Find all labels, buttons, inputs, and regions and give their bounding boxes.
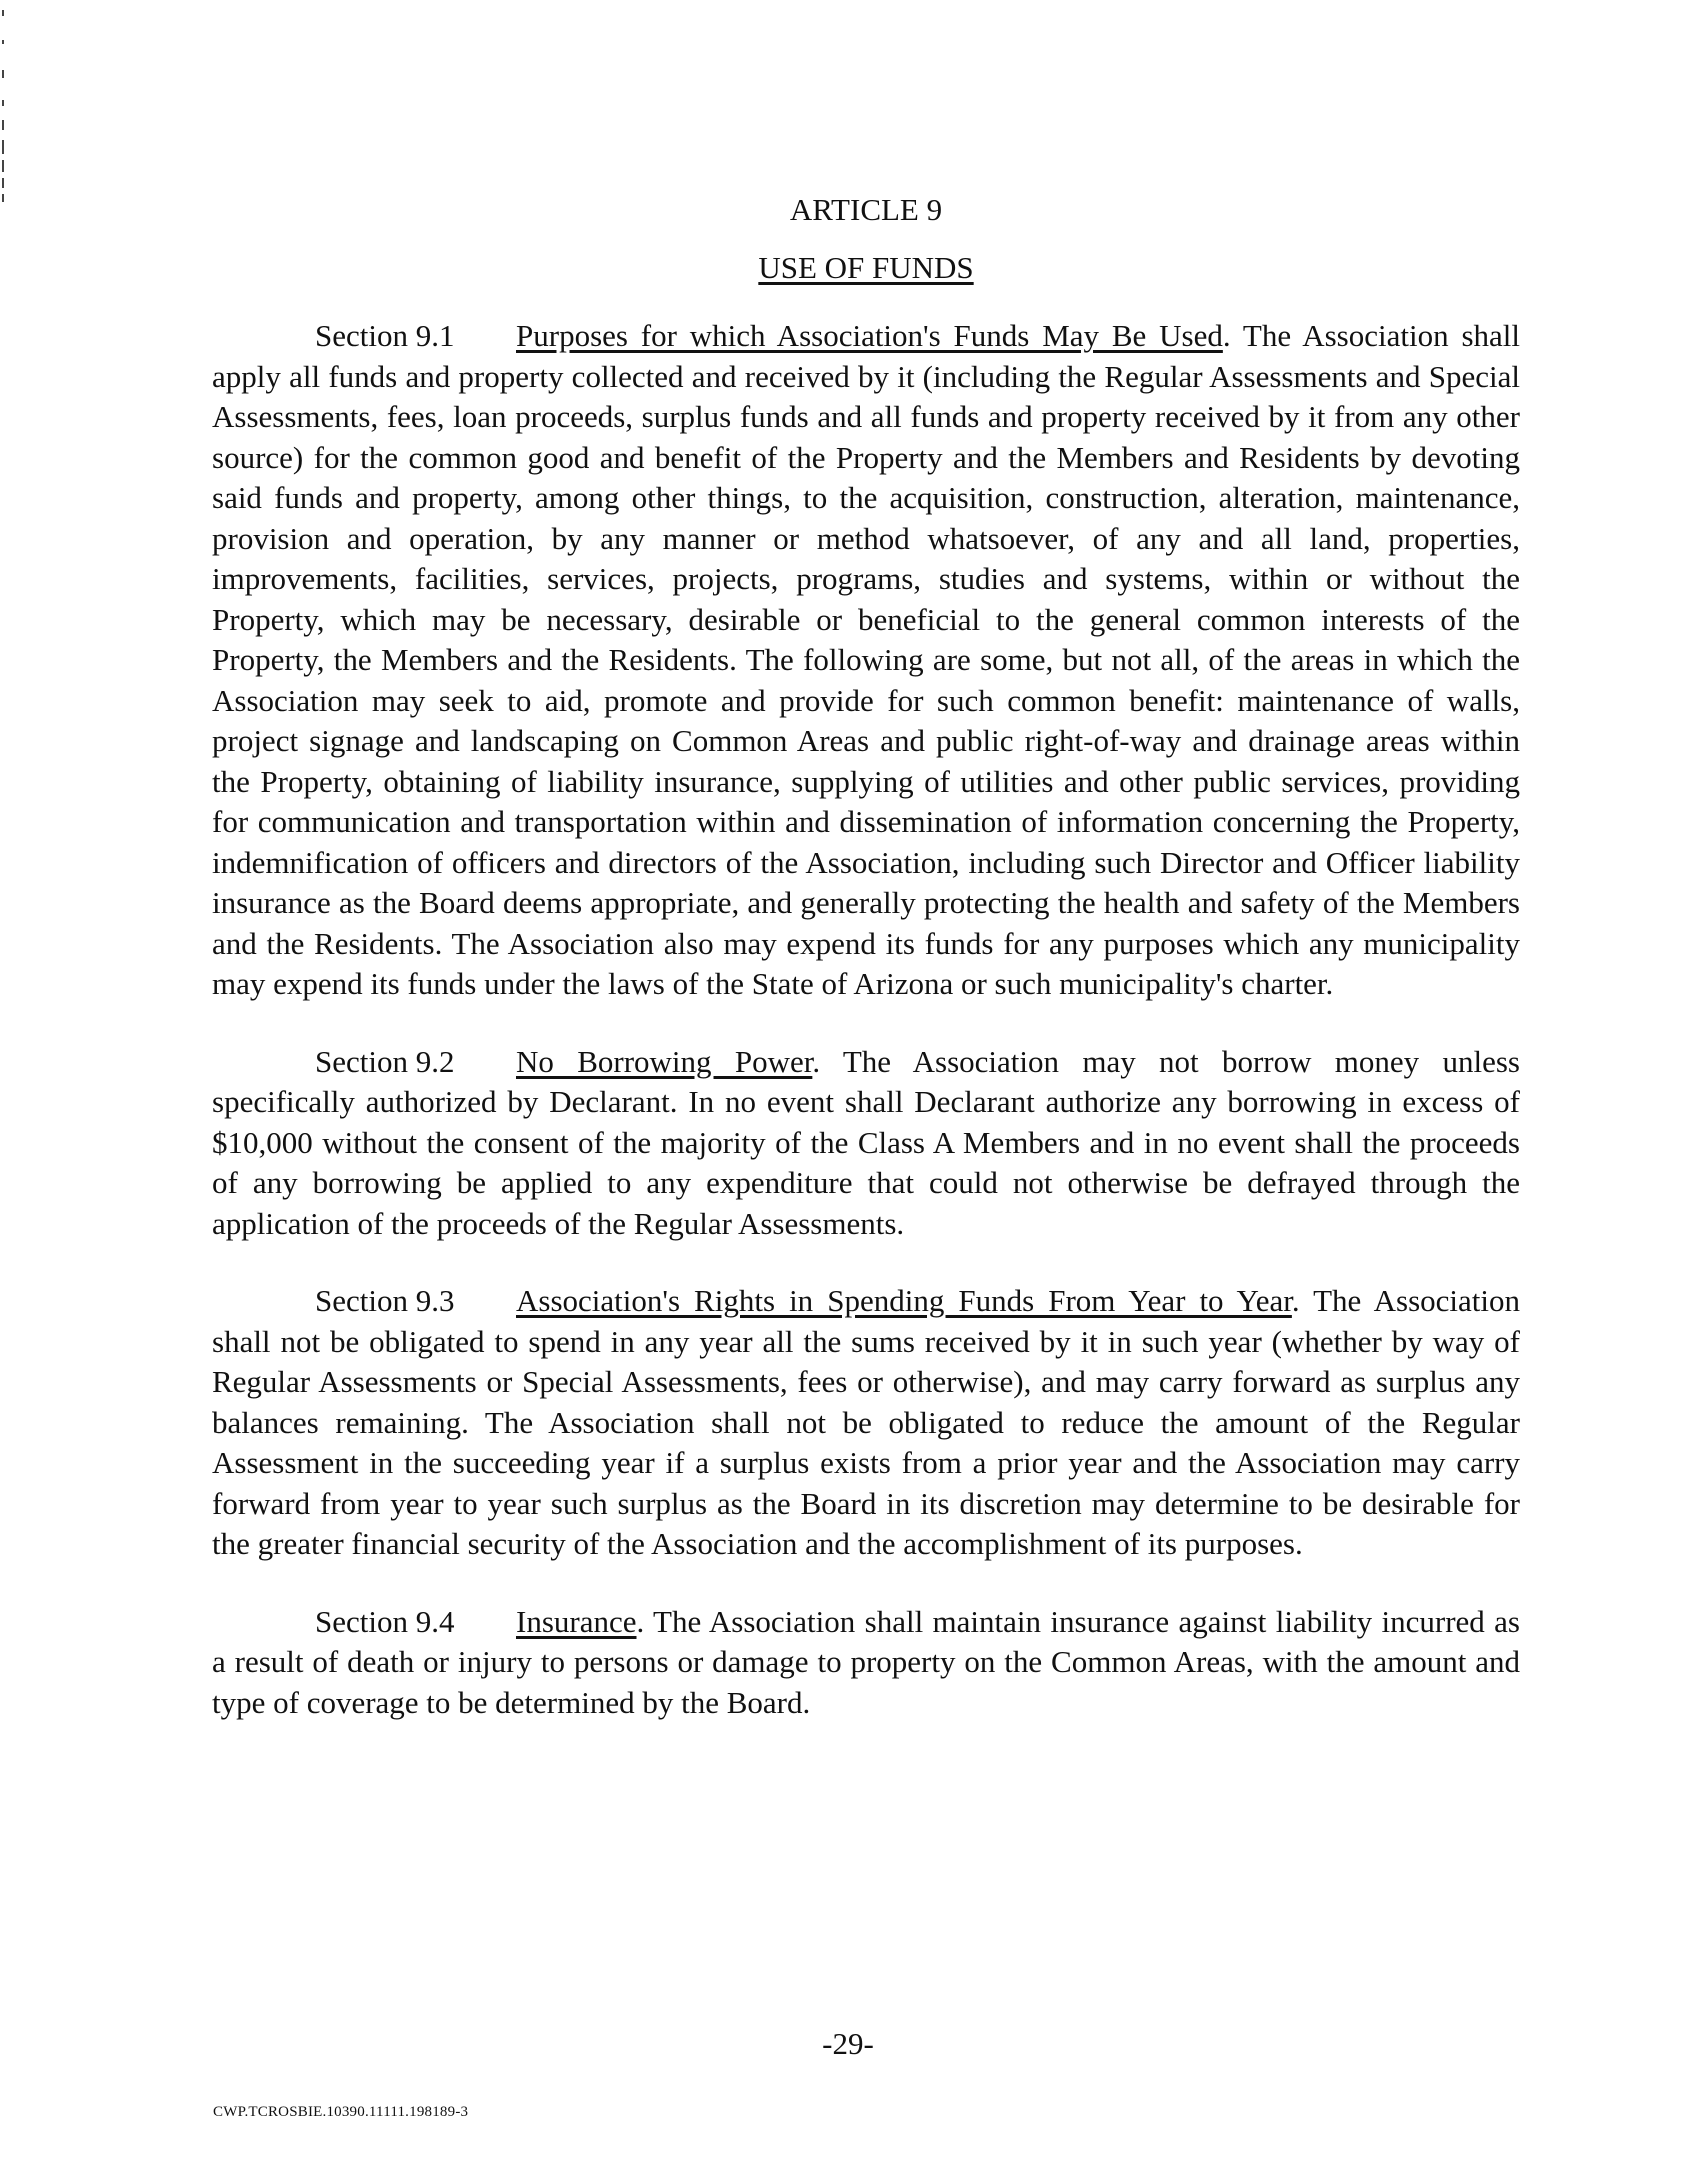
section-body: . The Association shall apply all funds and property collected and received by it (including the Regular Assessments and Special Assessments, fees, loan proceeds, surplus funds and all funds and property received by it from any other source) for the common good and benefit of the Property and the Members and Residents by devoting said funds and property, among other things, to the acquisition, construction, alteration, maintenance, provision and operation, by any manner or method whatsoever, of any and all land, properties, improvements, facilities, services, projects, programs, studies and systems, within or without the Property, which may be necessary, desirable or beneficial to the general common interests of the Property, the Members and the Residents. The following are some, but not all, of the areas in which the Association may seek to aid, promote and provide for such common benefit: maintenance of walls, project signage and landscaping on Common Areas and public right-of-way and drainage areas within the Property, obtaining of liability insurance, supplying of utilities and other public services, providing for communication and transportation within and dissemination of information concerning the Property, indemnification of officers and directors of the Association, including such Director and Officer liability insurance as the Board deems appropriate, and generally protecting the health and safety of the Members and the Residents. The Association also may expend its funds for any purposes which any municipality may expend its funds under the laws of the State of Arizona or such municipality's charter.	[212, 318, 1520, 1001]
section-9-1	[212, 316, 1520, 1005]
article-heading: ARTICLE 9	[789, 192, 943, 227]
article-title: USE OF FUNDS	[758, 250, 974, 285]
section-heading: Purposes for which Association's Funds May Be Used	[516, 318, 1223, 353]
section-body: . The Association shall maintain insurance against liability incurred as a result of death or injury to persons or damage to property on the Common Areas, with the amount and type of coverage to be determined by the Board.	[212, 1603, 1520, 1720]
section-number: Section 9.3	[315, 1283, 455, 1318]
section-heading: No Borrowing Power	[516, 1043, 813, 1079]
scan-edge-artifact	[0, 0, 6, 2176]
section-body: . The Association may not borrow money unless specifically authorized by Declarant. In no event shall Declarant authorize any borrowing in excess of $10,000 without the consent of the majority of the Class A Members and in no event shall the proceeds of any borrowing be applied to any expenditure that could not otherwise be defrayed through the application of the proceeds of the Regular Assessments.	[212, 1043, 1520, 1241]
section-9-4	[212, 1602, 1520, 1724]
document-page	[212, 190, 1520, 1760]
page-number: -29-	[822, 2026, 874, 2061]
section-number: Section 9.4	[315, 1603, 455, 1639]
section-heading: Association's Rights in Spending Funds From Year to Year	[516, 1283, 1292, 1318]
section-9-2	[212, 1042, 1520, 1245]
section-body: . The Association shall not be obligated to spend in any year all the sums received by it in such year (whether by way of Regular Assessments or Special Assessments, fees or otherwise), and may carry forward as surplus any balances remaining. The Association shall not be obligated to reduce the amount of the Regular Assessment in the succeeding year if a surplus exists from a prior year and the Association may carry forward from year to year such surplus as the Board in its discretion may determine to be desirable for the greater financial security of the Association and the accomplishment of its purposes.	[212, 1283, 1520, 1561]
section-number: Section 9.1	[315, 318, 455, 353]
document-id: CWP.TCROSBIE.10390.11111.198189-3	[213, 2104, 469, 2120]
section-number: Section 9.2	[315, 1043, 455, 1079]
section-heading: Insurance	[516, 1603, 637, 1639]
section-9-3	[212, 1281, 1520, 1565]
